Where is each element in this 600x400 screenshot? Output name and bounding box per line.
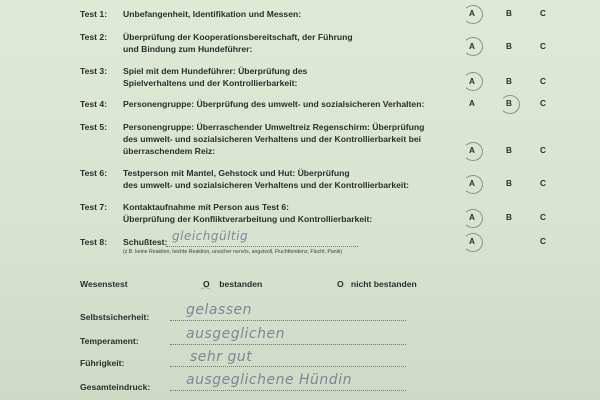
field-label: Temperament:: [80, 336, 139, 346]
test-description: Testperson mit Mantel, Gehstock und Hut: Überprüfung des umwelt- und sozialsicheren Verhaltens und der Kontrollierbarkeit:: [123, 168, 410, 190]
option-b[interactable]: B: [506, 9, 512, 18]
radio-mark-icon: O: [337, 279, 344, 289]
option-b[interactable]: B: [506, 99, 512, 108]
option-a[interactable]: A: [469, 77, 475, 86]
option-b[interactable]: B: [506, 77, 512, 86]
field-value[interactable]: sehr gut: [190, 349, 253, 365]
test-description: Personengruppe: Überprüfung des umwelt- und sozialsicheren Verhalten:: [123, 99, 425, 109]
field-line: [170, 366, 406, 367]
test-number: Test 7:: [80, 202, 108, 212]
field-label: Gesamteindruck:: [80, 382, 151, 392]
option-c[interactable]: C: [540, 99, 546, 108]
option-c[interactable]: C: [540, 9, 546, 18]
field-line: [170, 344, 406, 345]
test-description: Unbefangenheit, Identifikation und Messen:: [123, 9, 302, 19]
test-description: Überprüfung der Kooperationsbereitschaft, der Führung und Bindung zum Hundeführer:: [123, 32, 353, 54]
test-number: Test 4:: [80, 99, 108, 109]
test-number: Test 1:: [80, 9, 108, 19]
schusstest-note: (z.B. keine Reaktion, leichte Reaktion, unsicher nervös, angstvoll, Fluchttendenz, Flucht, Panik): [123, 249, 343, 255]
test-number: Test 8:: [80, 237, 108, 247]
option-c[interactable]: C: [540, 179, 546, 188]
option-c[interactable]: C: [540, 77, 546, 86]
option-b[interactable]: B: [506, 179, 512, 188]
field-label: Selbstsicherheit:: [80, 312, 150, 322]
option-a[interactable]: A: [469, 237, 475, 246]
option-a[interactable]: A: [469, 99, 475, 108]
wesenstest-label: Wesenstest: [80, 279, 128, 289]
option-a[interactable]: A: [469, 213, 475, 222]
field-line: [170, 320, 406, 321]
option-b[interactable]: B: [506, 42, 512, 51]
test-number: Test 2:: [80, 32, 108, 42]
option-a[interactable]: A: [469, 42, 475, 51]
option-c[interactable]: C: [540, 42, 546, 51]
schusstest-line: [166, 246, 358, 247]
field-label: Führigkeit:: [80, 358, 125, 368]
test-description: Spiel mit dem Hundeführer: Überprüfung des Spielverhaltens und der Kontrollierbarkeit:: [123, 66, 308, 88]
option-b[interactable]: B: [506, 146, 512, 155]
failed-option[interactable]: O nicht bestanden: [337, 279, 417, 289]
field-line: [170, 390, 406, 391]
test-number: Test 3:: [80, 66, 108, 76]
option-a[interactable]: A: [469, 179, 475, 188]
field-value[interactable]: ausgeglichene Hündin: [186, 372, 352, 388]
option-c[interactable]: C: [540, 146, 546, 155]
passed-option[interactable]: O bestanden: [203, 279, 263, 289]
test-description: Schußtest:: [123, 237, 168, 247]
test-number: Test 5:: [80, 122, 108, 132]
option-c[interactable]: C: [540, 213, 546, 222]
field-value[interactable]: ausgeglichen: [186, 326, 285, 342]
test-number: Test 6:: [80, 168, 108, 178]
field-value[interactable]: gelassen: [186, 302, 253, 318]
test-description: Personengruppe: Überraschender Umweltreiz Regenschirm: Überprüfung des umwelt- und sozialsicheren Verhaltens und der Kontrollierbarkeit bei überraschendem Reiz:: [123, 122, 425, 156]
checkmark-icon: ⌒: [200, 287, 212, 300]
option-c[interactable]: C: [540, 237, 546, 246]
option-b[interactable]: B: [506, 213, 512, 222]
option-a[interactable]: A: [469, 9, 475, 18]
test-description: Kontaktaufnahme mit Person aus Test 6: Überprüfung der Konfliktverarbeitung und Kontrollierbarkeit:: [123, 202, 373, 224]
radio-mark-icon: O: [203, 279, 210, 289]
option-a[interactable]: A: [469, 146, 475, 155]
schusstest-value[interactable]: gleichgültig: [172, 229, 249, 243]
